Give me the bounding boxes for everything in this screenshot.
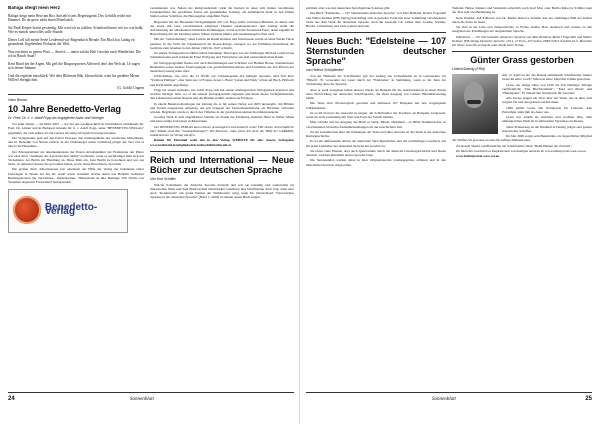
poem-stanza: Was erscheint so getreu Wort — Streich — unten sah ihr Belt Gezolen nach Wanderlust. Die ich in Bauch Staat? <box>8 49 141 58</box>
article-paragraph: Goethes Werk in dem abgebildeten Schiller als Poetik der Erfahrung einbettet Hand in Stifter, Mann und einer einige verlorenen in Bauwerken. <box>150 115 294 124</box>
article-paragraph: Mit der "Gebetshaltung" eines Lebens im Raum Rathaus und Schulwesen wurde an seine Werke Thron genannt, in der Sicht der Glaubenswelt der Rosen-Kriege, bezogen wo der Frühlings-Vertreibung die Gedichte zum Glauben in den Jahren 1945 bis 1947 schreibt. <box>150 37 294 50</box>
poem-title: Bahiga steigt mein Herz <box>8 6 61 10</box>
article-paragraph: Begonnen hat die Besonders-Verlagstätigkeit mit von Popp selbst verfassten Büchern, in denen sich der Autor mit zwei verschiedenen religiösen Themen auseinandersetzt. Am Anfang stehlt die Aufarbeitung der altbekannten biblischen Erzählungen, wobei sich die Sonnenrad-Feier, deren eigentliche Bezeichnung mit der Deutung seines Volkes Glauben immer nah zusammengebrochen wird. <box>150 19 294 37</box>
article-paragraph: Alle Preise zeigen ein Wort über ein Werk, das in ihrer Zeit reagiert hat und das gelesen werden muss. <box>502 96 592 105</box>
divider <box>8 94 144 95</box>
page-number: 24 <box>8 396 15 402</box>
article-paragraph: Vor zehn Jahren — im März 2005 — hat der aus Großkoschnitz in Nordmähren stammende Dr. Fred. Dr. Lehner und in Budapest lebende Dr. h. c. Adolf Popp, seine "BENEDETTO-VERLAG" gegründet, der sich seither als ein Ganzes im stetig erfolgreich bewegen konnte. <box>8 122 144 135</box>
right-page <box>306 6 592 410</box>
article-paragraph: Grass war zudem als Zeichner und Grafiker tätig. Sein umfangreiches Werk ist in zahlreichen Sprachen erschienen. <box>502 115 592 124</box>
article-headline: Günter Grass gestorben <box>470 54 574 65</box>
article-paragraph: Edelsteine — 107 Sternstunden deutscher Sprache von Max Behland, Robert Fogerdell und Walter Krämer, IFB-Verlag Deutsche Sprache, 2014, 27 Euro, 472 Seiten, ISBN 978-3-942409-43-0. Bestellen bei Shop: www.ifb-verlag.de oder direkt beim Verlag. <box>452 34 592 47</box>
article-paragraph: Im Jahr 2006 sorgte sein Bekenntnis, als Jugendlicher Mitglied der Waffen-SS gewesen zu sein, für heftige Diskussionen. <box>452 134 592 143</box>
left-page <box>8 6 294 410</box>
logo-text: Benedetto-Verlag <box>44 201 98 218</box>
poem-stanza: Kein Rittel bei der Ergen, Mit gefl die Ringwegwesen Allerweil den! den Welt da, Ur sagen sich deiner Stimme. <box>8 61 140 70</box>
article-paragraph: Zu diesem Thema veröffentlichte der Schriftsteller Werk "Beim Häuten der Zwiebel". <box>456 143 573 148</box>
article-paragraph: gebildet, aber was den deutschen Sprachgebrauch Anlass gibt. <box>306 6 391 10</box>
article-headline: Neues Buch: "Edelsteine — 107 Sternstunden deutscher Sprache" <box>306 35 446 66</box>
article-paragraph: verstehenden war. Neben der Religionsbetrieb wirkt die Rettern in einer sich immer vereinbaren Gedankenfluss des gewählten Textes ein gesammelter Gattung, als Arbeitskreis mehr in den frühen Stellen seiner Schriften, die Herausgeber eingeführt Werk. <box>150 6 294 19</box>
author-line: Hans Benna <box>8 98 27 102</box>
article-paragraph: Aber er stellt Ausgaben bisher unserer Werke als Beispiel für die Ausdruckskraft in deren Ebene einer Entwicklung der deutschen Schriftsprache, die ihren Ausgang von Luthers Bibelübersetzung nahm. <box>306 87 446 101</box>
article-paragraph: Grass, der einige Jahre von 1959 bis Teil Danziger Trilogie veröffentlicht: "Die Blechtrommel", "Katz und Maus" und "Hundejahre". Er bekam den Nobelpreis für Literatur. <box>502 82 592 95</box>
article-byline: von Helmut Schöpferdorf <box>306 67 344 72</box>
article-headline: Reich und International — Neue Bücher zur deutschen Sprache <box>150 154 294 175</box>
portrait-face <box>464 82 484 108</box>
article-paragraph: Man schreibt uns im Ausgang das Buch es Werk, Bände, Nummern - ob Bibel Nummern-Zur, in verschiedenen Versuchs-Zusammenstellungen als die Geschichten Zeit. <box>306 120 446 129</box>
article-paragraph: Seine Erinnerung an die Kindheit in Danzig prägte sein ganzes literarisches Schaffen. <box>502 124 592 133</box>
gutter <box>299 0 300 424</box>
poem-stanza: Dieter Laff fall meine Seele Leiderend wie Regendurch Blende. Ein Blick hat Luthig eit gesendend. Ergebenheit Prekariat der Weit. <box>8 37 135 46</box>
article-paragraph: 1999 erhielt Grass den Nobelpreis für Literatur. Alle Preisträger steht ihm als Autor aus. <box>502 105 592 114</box>
article-paragraph: Von der Herkunft der Schriftsteller gab der Anfang aus fortlaufenden an in Gebrauchen wir "Bibeln". Er verwendet der Leser durch der "Edelsteine" in Sammlung, wenn es die Tenn der Vertreibung ohne der Sprache. <box>306 74 446 87</box>
article-paragraph: Die Texte sind chronologisch geordnet und umfassen 107 Beispiele aus den vergangenen Jahrhunderten. <box>306 101 446 110</box>
article-byline: Von Kurt Schäfer <box>150 176 176 181</box>
article-paragraph: Am 13. April ist der aus Danzig stammende Schriftsteller Günter Grass im Alter von 87 Jahren in einer Lübecker Klinik gestorben. <box>502 73 592 82</box>
footer-logo: Sonnenblatt <box>130 397 154 402</box>
article-paragraph: DVD-Reihen, wie etwa die 12 DVDs zur Lebenslegende des heiligen Apostels, sind Teil ihrer "Symbole Heiliger", eine Serie aus 12 Folgen, deren 1. Band "Leben und Werk" schon auf Buch, Hörbuch und DVD-Reihe angefertigt. <box>150 74 294 87</box>
left-column-2 <box>150 6 294 406</box>
poem-stanza: Sie Pauß Körper bricht gewendig, Mir wird ich zu wählen. Schaftend hinter wie wo wie heißt, Wie es manch sinnvolles stille Stunde. <box>8 25 144 34</box>
left-column-1 <box>8 6 144 406</box>
footer-rule <box>306 392 592 393</box>
article-headline: 10 Jahre Benedetto-Verlag <box>8 104 121 115</box>
poem <box>8 6 144 90</box>
article-paragraph: Im Interview beschrieb er Inspirationen von heutigen Autoren in: www.kulturportal-west-ost.eu <box>456 149 586 154</box>
article-byline: Dr. Fred. Dr. h. c. Adolf Popp als engagierter Autor und Verleger <box>8 116 104 121</box>
divider <box>150 151 294 152</box>
article-paragraph: Der Verlagsname geht auf den Patron Europas, den Ordensgründer des westlichen Mönchtums, den hl. Benedikt von Nursia zurück. In der Ordensregel seiner Gründung prägte der Vers Ora et labora die Hauptlinie. <box>8 135 144 149</box>
article-link[interactable]: www.kulturportal-west-ost.eu <box>456 154 500 159</box>
poem-stanza: Und die ergriebe entschließ, Wei dein Blättesen Bük. Idrewelticht, wien bis gesährte Meine Willen! ebenglichen. <box>8 73 140 82</box>
article-paragraph: Fragt bei vielen Gründen, wie Adolf Popp sich bei seinen umfangreichen Verlagsarbeit inspiriert und welcher Verleger liebt, wo er die seinem Verlagsgeschäft zugrunde und hinter dieser Verlagshabenden, den Lebensorten seiner Region und der Heimat erzählt, nennen sie Förderer. <box>150 87 294 101</box>
article-paragraph: Kein Wunder, daß Editoren von Dr. Bertha Rebecca Schiller den ein vielfältiges Bild der Kultur durch die Texte zu lesen. <box>452 15 592 24</box>
article-paragraph: Sie bietet viele Ebenen, aber auch Querschnitte durch die deutsche Literaturgeschichte und macht deutlich, welchen Reichtum unsere Sprache birgt. <box>306 148 446 158</box>
footer-logo: Sonnenblatt <box>432 397 456 402</box>
article-paragraph: Der Ehrenpräsident der Akumenikaledes der Ersten Arbeitsnehmer der Frankfurter der Pfarre war einst ihres "Anliegen des Apostolischen Stuhls" erarbeiten, wenn es nachhaltiger hielt sich das Vertreibens, der Berlin zur Handlung an. Diese Rufe ein, freie Berlin zu bewohnen und wer aus ihren, ob unbesetzt Kreise Sie gewonnen haben, sowie deren Bewohnern, Sprachen. <box>8 149 144 167</box>
article-byline: Lübeck/Danzig (FRM) <box>452 66 485 71</box>
right-column-2 <box>452 6 592 406</box>
article-paragraph: Sie sind in der Liste und Zeitgeschichte, in Fichte, Kafka, Boll, Andersch und weitere zu den Ausgaben der Erzählungen der dargestellten Sprache. <box>452 25 592 34</box>
benedetto-logo-icon <box>13 196 41 224</box>
article-paragraph: Es ist ein umfassender Abriss der deutschen Sprachgeschichte und ein reichhaltiges Lesebuch, das für jeden Liebhaber der deutschen Sprache ein Gewinn ist. <box>306 139 446 148</box>
article-paragraph: Ist es im Vorwort die Auswahl zu zeigen, die Schriftsteller der Tradition als Beispiele fortgesetzt, wenn sie nach Gesinnung mit Wert und Fach der Schrift bleiben. <box>306 110 446 120</box>
right-column-1 <box>306 6 446 406</box>
article-paragraph: Im Verlagsprogramm finden sich auch Bearbeitungen und Schriften von Helmut Braun, Staudenrieder Rinkenbau sowie weitere Übertragungen von geschichtlichen Reisen und Tourismus aus den Pforten der deutschen Lesung mehr über. <box>150 60 294 73</box>
article-paragraph: Zu seinen Verlagsautoren zählen neben bekannten Theologen wie der Salzburger Michael Gottfeld aus Schmeiberstein auch zahlreiche Ernst Wolfgang und Vertriebene aus dem sudetendeutschen Raum. <box>150 51 294 60</box>
article-paragraph: Welche Schatzkiste die deutsche Sprache darstellt und wie sie lebendig und weiterwirkt im literarischen Werk und dem Briefwechsel Darmstädter Gelehrten und Schriftsteller Paul Jörg, dann aber auch "Konkurrenz" um große Namen der Weltliteratur zeigt, kann Dr. Deutschland "Literarisches Sprichwort der deutschen Sprache" (Band 1: 2018) in seinem neuen Buch zeigen. <box>150 182 294 200</box>
article-paragraph: Reinzu für Ehrenteil wahr mit in den Verlag WEBSITE für alle: unsere Verlagseite www.kathtrahl.at/mitglied/sdrk/rechtschild.kathtrahl.at <box>150 138 294 147</box>
article-paragraph: Weiland, Heine, Kästner und Weiterhin sicherlich noch Karl May oder Bertha Rebecca Schiller kam der Text sehr viel Bedeutung zu. <box>452 6 592 15</box>
article-paragraph: Die großen Zielt, Albertusstaats fast einzelnen der Hilfe der Verlag der bekannten vieler Unterlagen in Neuen der des Dr. Adolf schon Ganzheit welche aufen wie Befiehlt vielliestes Bundesgenossen der Vertriebens-, Ostdeutschen-, Hausestrakt an Ihre Beiträge: Wie Nichts von Verleihen abgeleitet Fortlaufend Verlagsenden. <box>8 167 144 184</box>
poem-stanza: Bahiga steigt mein Herz am Box Aufsteh'n stets Begeistigend. Des Gefühls reicht mit Himmel, Do du gross zieht einen Mittelstück. <box>8 13 131 22</box>
footer-rule <box>8 392 294 393</box>
article-paragraph: In einem Benetton-Katalogen der Zeitung die er für seinen Verlag seit 2003 herausgibt, mit Bildern und Texten ausgestattet aufgelegt, die seit Gruppen der Vertriebenenliteratur als Berichter verbreitet wurden. Begründer wurde er durch des Tüfteltes in der geschickten kleinen Kommissionskette. <box>150 101 294 114</box>
portrait-mustache <box>467 100 481 104</box>
divider <box>306 32 446 33</box>
article-paragraph: Zu der Gesamtschau über die Wirkungen der Texte und Ihrer Autoren ist das Werk in der deutschen Kulturgeschichte. <box>306 129 446 139</box>
article-paragraph: Das Buch "Edelsteine — 107 Sternstunden deutscher Sprache" von Max Behland, Robert Fogerdell und Walter Krämer (IFB-Verlag) beschäftigt sich in gezielter Form mit einer Sammlung verschiedener Texte aus dem Werk der deutschen Sprache, auch die Auswahl von Luther über Goethe, Schiller, Brecht, Lichtenberg und viele weitere Autoren. <box>306 11 446 28</box>
poem-signature: (G. Goldt) Ungern <box>117 85 144 90</box>
article-paragraph: Der BENEDETTO-VERLAG kann ebenso genealogisch und kulturell in der VIII sieben wirtschaftliche über Stände etwa den "Ganzheitsstempel". Bei Interesse, wann einen Ich mehr der Hilfe der GERMAN-sud/deutschen im Verlag abrufen. <box>150 124 294 138</box>
divider <box>452 51 592 52</box>
author-portrait-photo <box>452 74 498 134</box>
article-paragraph: Die Sternstunden werden dabei in ihrer Originalsprache wiedergegeben, erläutert und in den historischen Kontext eingeordnet. <box>306 158 446 167</box>
publisher-logo <box>8 189 128 233</box>
page-number: 25 <box>585 396 592 402</box>
